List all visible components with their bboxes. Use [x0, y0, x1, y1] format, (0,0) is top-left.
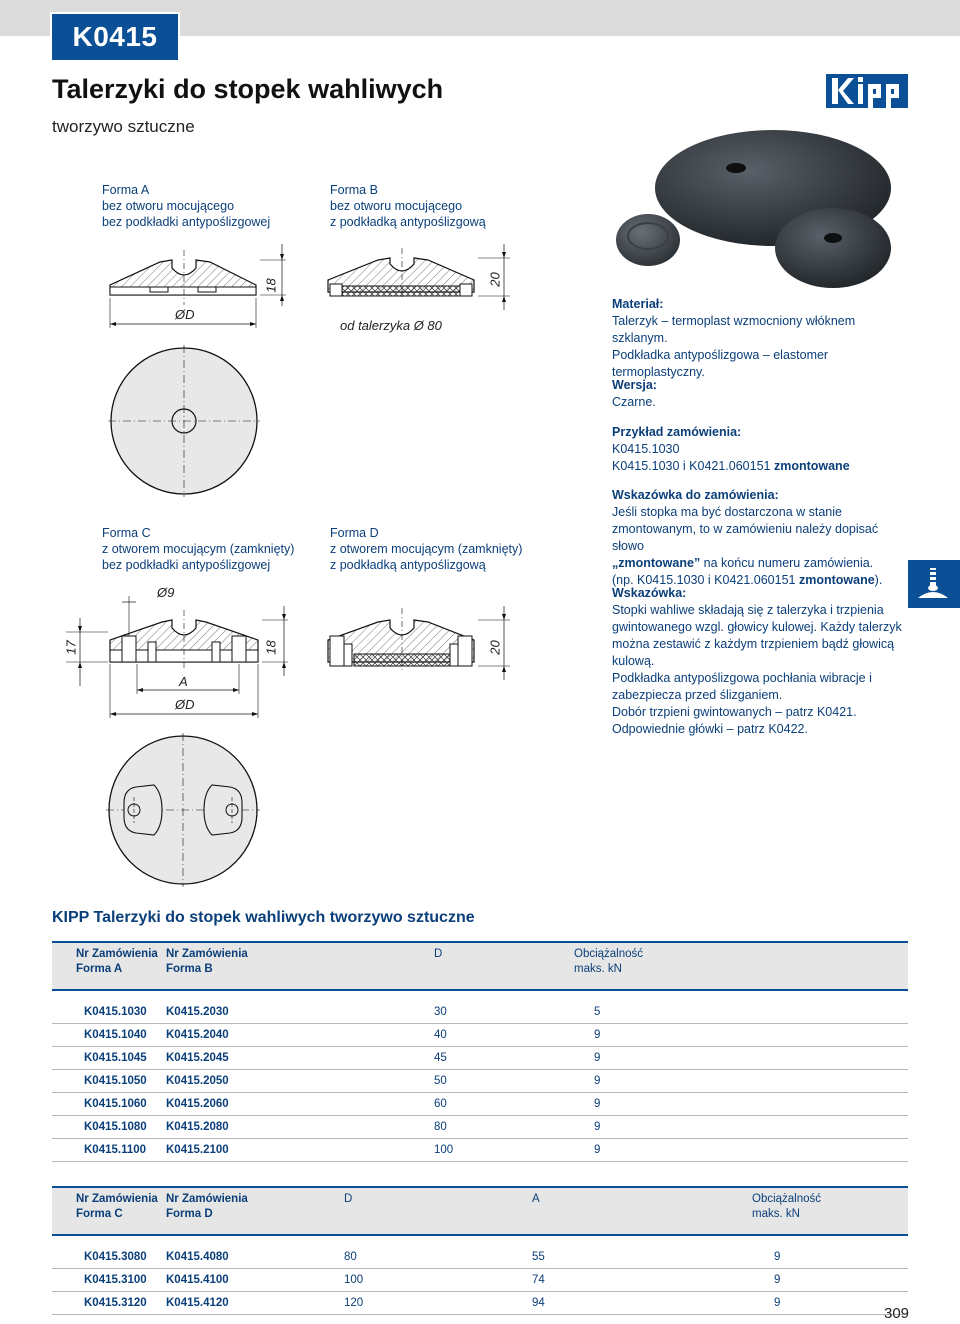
table2-header-col2: Nr Zamówienia Forma D — [166, 1187, 280, 1235]
form-a-diameter-label: ØD — [175, 307, 195, 322]
table-row: K0415.1040 K0415.2040 40 9 — [52, 1024, 908, 1047]
table1 — [52, 941, 908, 1162]
table2-header-col4: A — [468, 1187, 688, 1235]
table2-header-row — [52, 1187, 908, 1235]
table1-header-col3: D — [280, 942, 526, 990]
form-c-top-view — [106, 733, 260, 887]
version-section: Wersja: Czarne. — [612, 378, 657, 409]
table-row: K0415.3080 K0415.4080 80 55 9 — [52, 1246, 908, 1269]
table1-header-col2: Nr Zamówienia Forma B — [166, 942, 280, 990]
table2-header-col1: Nr Zamówienia Forma C — [52, 1187, 166, 1235]
kipp-logo — [822, 60, 912, 122]
table2-header-col5: Obciążalność maks. kN — [688, 1187, 908, 1235]
form-d-height-label: 20 — [487, 640, 503, 655]
table1-header-col1: Nr Zamówienia Forma A — [52, 942, 166, 990]
table-row: K0415.3120 K0415.4120 120 94 9 — [52, 1292, 908, 1315]
form-c-17-label: 17 — [63, 640, 79, 655]
table2 — [52, 1186, 908, 1315]
product-code-badge: K0415 — [52, 14, 178, 60]
table1-header-row — [52, 942, 908, 990]
table-row: K0415.1060 K0415.2060 60 9 — [52, 1093, 908, 1116]
table1-header-col4: Obciążalność maks. kN — [526, 942, 908, 990]
table-row: K0415.1050 K0415.2050 50 9 — [52, 1070, 908, 1093]
note-section: Wskazówka: Stopki wahliwe składają się z talerzyka i trzpienia gwintowanego wzgl. głowicy kulowej. Każdy talerzyk można zestawić z każdym trzpieniem bądź głowicą kulową. Podkładka antypoślizgowa pochłania wibracje i zabezpiecza przed ślizganiem. Dobór trzpieni gwintowanych – patrz K0421. Odpowiednie główki – patrz K0422. — [612, 586, 902, 736]
form-c-diameter-label: ØD — [175, 697, 195, 712]
table-row: K0415.1030 K0415.2030 30 5 — [52, 1001, 908, 1024]
table1-title: KIPP Talerzyki do stopek wahliwych tworzywo sztuczne — [52, 909, 475, 926]
form-c-hole-diameter-label: Ø9 — [157, 585, 175, 600]
table-row: K0415.1080 K0415.2080 80 9 — [52, 1116, 908, 1139]
category-side-tab — [908, 560, 960, 608]
table-row: K0415.1045 K0415.2045 45 9 — [52, 1047, 908, 1070]
order-example-section: Przykład zamówienia: K0415.1030 K0415.1030 i K0421.060151 zmontowane — [612, 425, 850, 473]
form-a-top-view — [108, 345, 260, 497]
form-c-caption: Forma C z otworem mocującym (zamknięty) bez podkładki antypoślizgowej — [102, 526, 295, 572]
form-d-caption: Forma D z otworem mocującym (zamknięty) z podkładką antypoślizgową — [330, 526, 523, 572]
page-subtitle: tworzywo sztuczne — [52, 117, 195, 136]
table2-header-col3: D — [280, 1187, 468, 1235]
order-hint-section: Wskazówka do zamówienia: Jeśli stopka ma być dostarczona w stanie zmontowanym, to w zamówieniu należy dopisać słowo „zmontowane” na końcu numeru zamówienia. (np. K0415.1030 i K0421.060151 zmontowane). — [612, 488, 883, 587]
form-b-caption: Forma B bez otworu mocującego z podkładką antypoślizgową — [330, 183, 486, 229]
form-c-height-label: 18 — [263, 640, 279, 655]
page-title: Talerzyki do stopek wahliwych — [52, 74, 444, 104]
form-b-height-label: 20 — [487, 272, 503, 287]
form-a-caption: Forma A bez otworu mocującego bez podkładki antypoślizgowej — [102, 183, 271, 229]
form-c-a-label: A — [179, 674, 188, 689]
form-b-note: od talerzyka Ø 80 — [340, 318, 442, 333]
page-number: 309 — [884, 1305, 910, 1322]
table-row: K0415.1100 K0415.2100 100 9 — [52, 1139, 908, 1162]
form-a-height-label: 18 — [263, 278, 279, 293]
leveling-foot-icon — [908, 560, 960, 608]
material-section: Materiał: Talerzyk – termoplast wzmocniony włóknem szklanym. Podkładka antypoślizgowa – elastomer termoplastyczny. — [612, 297, 856, 379]
product-photo — [608, 128, 898, 293]
table-row: K0415.3100 K0415.4100 100 74 9 — [52, 1269, 908, 1292]
